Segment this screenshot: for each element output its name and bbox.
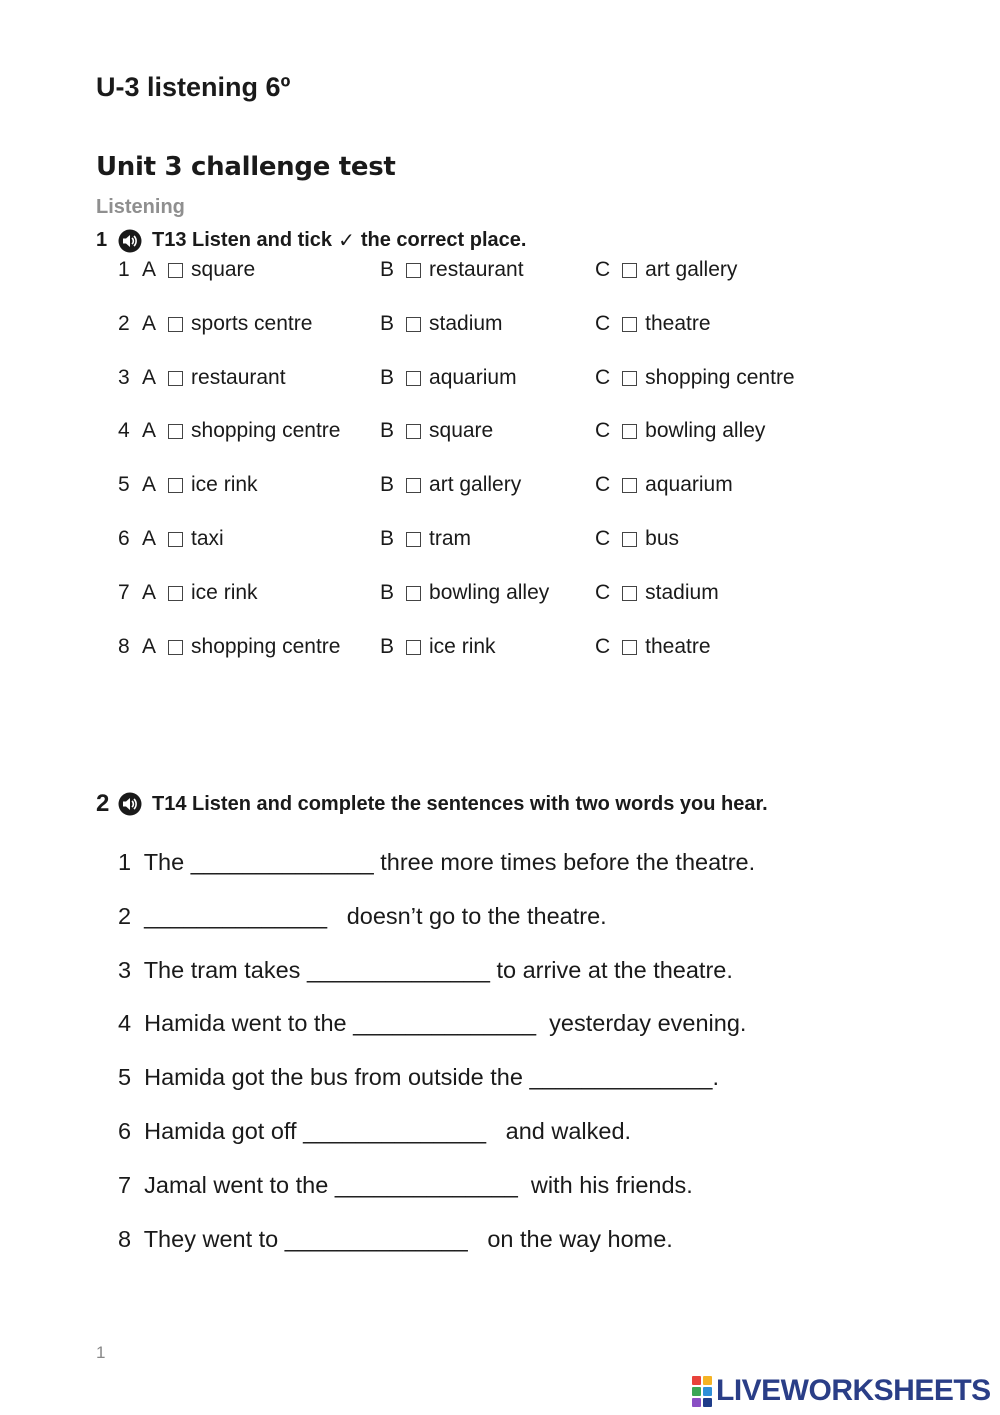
exercise1-number: 1 <box>96 229 108 251</box>
option-letter: B <box>380 258 395 281</box>
checkbox[interactable] <box>622 424 637 439</box>
checkbox[interactable] <box>168 317 183 332</box>
option-text: stadium <box>429 311 503 335</box>
option-text: theatre <box>645 311 711 335</box>
option-row <box>118 258 918 288</box>
liveworksheets-logo[interactable] <box>692 1374 991 1408</box>
sentence-item: 1 The ______________ three more times before the theatre. <box>118 849 756 875</box>
option-row <box>118 366 918 396</box>
option-letter: C <box>595 527 611 550</box>
audio-icon[interactable] <box>118 792 142 816</box>
logo-tile <box>692 1387 701 1396</box>
option-a <box>142 581 258 605</box>
option-b <box>380 312 503 336</box>
option-a <box>142 527 224 551</box>
checkbox[interactable] <box>622 532 637 547</box>
checkbox[interactable] <box>168 371 183 386</box>
exercise1-instruction-pre: T13 Listen and tick <box>152 229 333 251</box>
checkbox[interactable] <box>406 317 421 332</box>
checkbox[interactable] <box>622 640 637 655</box>
option-row <box>118 527 918 557</box>
option-c <box>595 312 711 336</box>
option-letter: B <box>380 527 395 550</box>
option-letter: A <box>142 311 157 335</box>
option-c <box>595 527 679 551</box>
option-text: tram <box>429 527 472 550</box>
option-letter: A <box>142 258 157 281</box>
document-title: U-3 listening 6º <box>96 72 291 102</box>
logo-tile <box>703 1398 712 1407</box>
option-letter: C <box>595 473 611 497</box>
option-a <box>142 366 286 390</box>
checkbox[interactable] <box>168 640 183 655</box>
option-letter: C <box>595 311 611 335</box>
option-row <box>118 581 918 611</box>
option-c <box>595 581 719 605</box>
logo-tile <box>692 1376 701 1385</box>
sentence-item: 4 Hamida went to the ______________ yesterday evening. <box>118 1010 747 1037</box>
option-c <box>595 258 737 282</box>
row-number: 2 <box>118 311 130 335</box>
checkbox[interactable] <box>622 586 637 601</box>
sentence-item: 2 ______________ doesn’t go to the theatre. <box>118 902 607 929</box>
checkbox[interactable] <box>622 263 637 278</box>
option-b <box>380 473 521 497</box>
checkbox[interactable] <box>622 317 637 332</box>
option-b <box>380 419 493 443</box>
option-text: aquarium <box>645 473 733 497</box>
option-a <box>142 419 340 443</box>
option-b <box>380 635 496 659</box>
option-letter: B <box>380 311 395 335</box>
option-letter: A <box>142 580 157 604</box>
checkbox[interactable] <box>406 478 421 493</box>
exercise2-instruction: T14 Listen and complete the sentences with two words you hear. <box>152 792 768 815</box>
option-letter: B <box>380 473 395 497</box>
sentence-item: 5 Hamida got the bus from outside the ______________. <box>118 1064 719 1091</box>
checkbox[interactable] <box>168 586 183 601</box>
checkbox[interactable] <box>406 263 421 278</box>
option-text: aquarium <box>429 365 517 389</box>
checkbox[interactable] <box>406 586 421 601</box>
option-letter: A <box>142 419 157 443</box>
option-c <box>595 473 733 497</box>
option-letter: C <box>595 258 611 281</box>
option-text: shopping centre <box>191 419 341 443</box>
section-label: Listening <box>96 196 185 218</box>
option-row <box>118 635 918 665</box>
checkbox[interactable] <box>168 478 183 493</box>
sentence-item: 3 The tram takes ______________ to arrive at the theatre. <box>118 956 733 983</box>
exercise2-number: 2 <box>96 790 110 817</box>
option-text: bus <box>645 527 680 550</box>
option-letter: A <box>142 365 157 389</box>
option-text: restaurant <box>191 365 286 389</box>
exercise1-instruction-post: the correct place. <box>360 229 527 251</box>
option-b <box>380 527 471 551</box>
sentence-item: 6 Hamida got off ______________ and walked. <box>118 1118 632 1144</box>
option-letter: A <box>142 473 157 497</box>
option-letter: B <box>380 580 395 604</box>
checkbox[interactable] <box>406 532 421 547</box>
sentence-item: 7 Jamal went to the ______________ with his friends. <box>118 1171 693 1198</box>
option-text: theatre <box>645 634 711 658</box>
option-text: ice rink <box>191 473 258 497</box>
option-letter: B <box>380 419 395 443</box>
option-text: restaurant <box>429 258 524 281</box>
checkbox[interactable] <box>168 532 183 547</box>
row-number: 1 <box>118 258 130 281</box>
option-text: square <box>429 419 494 443</box>
option-text: art gallery <box>429 473 522 497</box>
option-letter: A <box>142 634 157 658</box>
checkbox[interactable] <box>406 424 421 439</box>
row-number: 7 <box>118 580 130 604</box>
row-number: 3 <box>118 365 130 389</box>
option-a <box>142 312 312 336</box>
option-text: ice rink <box>191 580 258 604</box>
option-letter: C <box>595 634 611 658</box>
row-number: 6 <box>118 527 130 550</box>
option-b <box>380 366 517 390</box>
option-text: shopping centre <box>645 365 795 389</box>
row-number: 4 <box>118 419 130 443</box>
checkbox[interactable] <box>622 371 637 386</box>
option-text: ice rink <box>429 634 496 658</box>
option-a <box>142 635 340 659</box>
sentence-item: 8 They went to ______________ on the way home. <box>118 1225 673 1252</box>
checkbox[interactable] <box>406 371 421 386</box>
option-row <box>118 473 918 503</box>
option-letter: A <box>142 527 157 550</box>
option-letter: B <box>380 634 395 658</box>
option-text: art gallery <box>645 258 738 281</box>
page-number: 1 <box>96 1343 106 1362</box>
checkbox[interactable] <box>168 424 183 439</box>
logo-tile <box>703 1387 712 1396</box>
logo-icon <box>692 1376 712 1407</box>
audio-icon[interactable] <box>118 229 142 253</box>
option-letter: C <box>595 365 611 389</box>
logo-text: LIVEWORKSHEETS <box>716 1374 991 1407</box>
test-title: Unit 3 challenge test <box>96 152 396 182</box>
option-text: bowling alley <box>645 419 766 443</box>
option-letter: B <box>380 365 395 389</box>
logo-tile <box>703 1376 712 1385</box>
option-b <box>380 258 524 282</box>
checkmark-icon: ✓ <box>338 230 355 252</box>
row-number: 5 <box>118 473 130 497</box>
option-b <box>380 581 549 605</box>
option-a <box>142 258 255 282</box>
exercise2-heading <box>96 790 768 818</box>
option-text: stadium <box>645 580 719 604</box>
option-text: sports centre <box>191 311 313 335</box>
exercise1-heading <box>96 228 526 253</box>
checkbox[interactable] <box>406 640 421 655</box>
option-row <box>118 312 918 342</box>
option-letter: C <box>595 580 611 604</box>
row-number: 8 <box>118 634 130 658</box>
logo-tile <box>692 1398 701 1407</box>
option-text: shopping centre <box>191 634 341 658</box>
option-text: square <box>191 258 256 281</box>
checkbox[interactable] <box>168 263 183 278</box>
option-row <box>118 419 918 449</box>
option-c <box>595 635 711 659</box>
checkbox[interactable] <box>622 478 637 493</box>
option-c <box>595 366 795 390</box>
option-text: bowling alley <box>429 580 550 604</box>
option-c <box>595 419 765 443</box>
option-text: taxi <box>191 527 224 550</box>
option-letter: C <box>595 419 611 443</box>
option-a <box>142 473 258 497</box>
